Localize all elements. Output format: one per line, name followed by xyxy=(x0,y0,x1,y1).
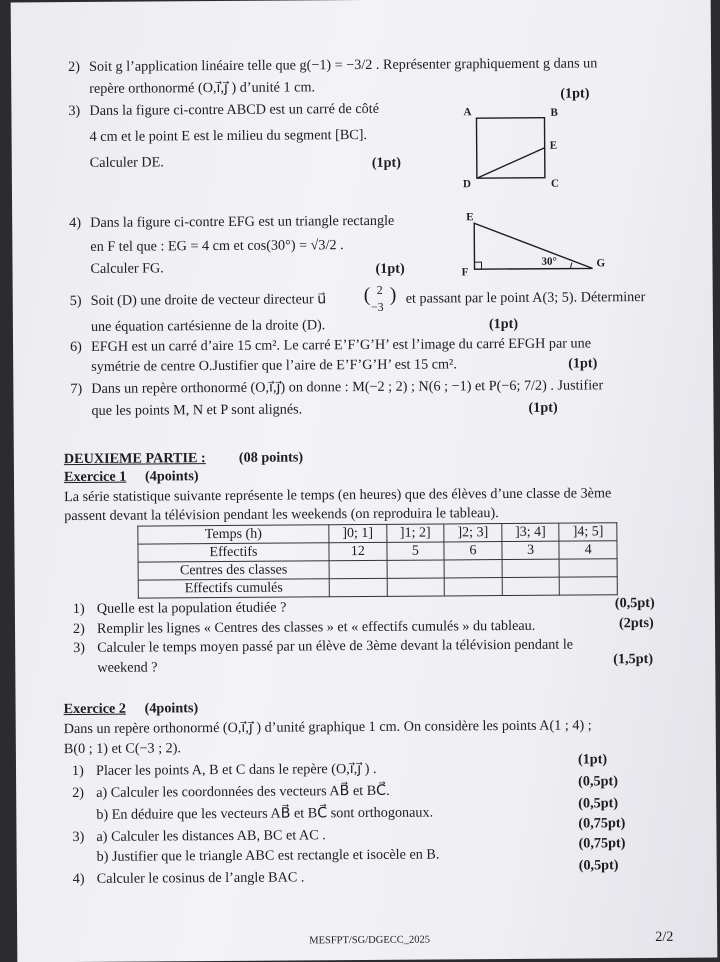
ex2-q1-number: 1) xyxy=(71,762,84,780)
table-cell: ]0; 1] xyxy=(329,524,387,542)
ex2-q2a-points: (0,5pt) xyxy=(578,773,618,790)
table-row xyxy=(138,577,617,598)
q5-vector-top: 2 xyxy=(376,282,383,297)
label-d: D xyxy=(462,178,471,191)
q2-line2: repère orthonormé (O,i⃗,j⃗ ) d’unité 1 cm. xyxy=(89,79,316,97)
q6-points: (1pt) xyxy=(568,355,598,372)
ex1-q2-text: Remplir les lignes « Centres des classes » et « effectifs cumulés » du tableau. xyxy=(96,617,536,637)
q2-points: (1pt) xyxy=(560,85,590,102)
q4-line3: Calculer FG. xyxy=(90,260,164,277)
ex2-q4-number: 4) xyxy=(72,870,85,888)
ex1-q3-points: (1,5pt) xyxy=(613,650,654,668)
label-f: F xyxy=(461,266,469,278)
table-cell xyxy=(560,577,618,595)
label-e: E xyxy=(466,211,474,224)
q5-number: 5) xyxy=(69,292,82,310)
ex1-q3-line2: weekend ? xyxy=(97,659,158,676)
table-cell xyxy=(502,577,560,595)
q5-vector-close-paren: ) xyxy=(389,283,397,306)
ex2-q1-text: Placer les points A, B et C dans le repère (O,i⃗,j⃗ ) . xyxy=(95,760,377,779)
ex1-q1-text: Quelle est la population étudiée ? xyxy=(96,599,287,617)
table-cell: ]2; 3] xyxy=(444,524,502,542)
ex2-q3b-points: (0,75pt) xyxy=(578,835,626,852)
q5-line1b: et passant par le point A(3; 5). Déterminer xyxy=(405,289,646,307)
ex1-q2-points: (2pts) xyxy=(618,614,654,632)
table-cell: 5 xyxy=(387,542,445,560)
table-cell xyxy=(444,578,502,596)
table-cell: Centres des classes xyxy=(138,561,329,580)
ex1-intro-line2: passent devant la télévision pendant les weekends (on reproduira le tableau). xyxy=(64,505,499,525)
q5-points: (1pt) xyxy=(488,315,519,333)
label-c: C xyxy=(550,177,559,190)
table-cell: Effectifs xyxy=(138,543,329,562)
table-cell: 6 xyxy=(444,542,502,560)
q4-number: 4) xyxy=(69,214,82,232)
q4-points: (1pt) xyxy=(375,260,405,277)
exam-page xyxy=(11,0,718,962)
table-cell: Effectifs cumulés xyxy=(138,579,329,598)
q6-number: 6) xyxy=(70,338,82,356)
label-angle: 30° xyxy=(541,255,557,268)
ex2-q2a-text: a) Calculer les coordonnées des vecteurs AB⃗ et BC⃗. xyxy=(96,782,390,801)
q3-points: (1pt) xyxy=(371,154,402,171)
q3-line3: Calculer DE. xyxy=(89,154,164,171)
table-cell: ]3; 4] xyxy=(502,523,560,541)
table-cell: 4 xyxy=(559,541,617,559)
q4-line2: en F tel que : EG = 4 cm et cos(30°) = √3/2 . xyxy=(90,237,344,255)
table-cell xyxy=(502,559,560,577)
ex1-q3-line1: Calculer le temps moyen passé par un élève de 3ème devant la télévision pendant le xyxy=(97,636,574,656)
ex2-intro-line1: Dans un repère orthonormé (O,i⃗,j⃗ ) d’unité graphique 1 cm. On considère les points A(1 ; 4) ; xyxy=(63,717,592,738)
ex1-q3-number: 3) xyxy=(73,639,86,657)
footer-code: MESFPT/SG/DGECC_2025 xyxy=(309,934,431,947)
square-abcd-figure xyxy=(449,101,570,199)
ex2-q2b-text: b) En déduire que les vecteurs AB⃗ et BC⃗ sont orthogonaux. xyxy=(96,804,434,823)
part2-title: DEUXIEME PARTIE : xyxy=(63,450,206,468)
label-b: B xyxy=(550,106,558,119)
table-cell: Temps (h) xyxy=(138,525,329,544)
ex2-q4-points: (0,5pt) xyxy=(578,857,619,874)
statistics-table xyxy=(137,522,617,598)
q6-line2: symétrie de centre O.Justifier que l’aire de E’F’G’H’ est 15 cm². xyxy=(91,356,457,375)
label-g: G xyxy=(596,257,606,270)
table-cell: 3 xyxy=(502,541,560,559)
table-cell: ]4; 5] xyxy=(559,523,617,541)
ex2-q3-number: 3) xyxy=(72,828,85,846)
label-e: E xyxy=(549,139,558,152)
page-number: 2/2 xyxy=(655,928,674,945)
ex2-q1-points: (1pt) xyxy=(577,751,608,768)
table-cell xyxy=(559,559,617,577)
q5-line1a: Soit (D) une droite de vecteur directeur u⃗ xyxy=(90,291,327,309)
ex2-intro-line2: B(0 ; 1) et C(−3 ; 2). xyxy=(63,740,182,758)
ex1-points: (4points) xyxy=(144,468,199,485)
ex1-q1-points: (0,5pt) xyxy=(614,594,655,612)
table-cell xyxy=(444,560,502,578)
ex1-title: Exercice 1 xyxy=(63,468,127,486)
part2-title-points: (08 points) xyxy=(238,449,304,466)
ex2-points: (4points) xyxy=(144,700,199,717)
table-cell xyxy=(329,578,387,596)
ex2-q4-text: Calculer le cosinus de l’angle BAC . xyxy=(96,869,305,887)
q7-points: (1pt) xyxy=(528,399,558,416)
ex2-q3a-points: (0,75pt) xyxy=(578,815,626,832)
q5-vector-bottom: −3 xyxy=(370,299,384,314)
q5-line2: une équation cartésienne de la droite (D). xyxy=(90,317,326,335)
ex1-intro-line1: La série statistique suivante représente le temps (en heures) que des élèves d’une classe de 3ème xyxy=(64,485,612,506)
table-cell xyxy=(387,560,445,578)
q3-line1: Dans la figure ci-contre ABCD est un carré de côté xyxy=(89,100,380,119)
table-cell xyxy=(329,560,387,578)
ex1-q1-number: 1) xyxy=(72,600,85,618)
q3-number: 3) xyxy=(68,102,81,120)
q3-line2: 4 cm et le point E est le milieu du segment [BC]. xyxy=(89,126,368,145)
ex2-q3b-text: b) Justifier que le triangle ABC est rectangle et isocèle en B. xyxy=(96,846,440,865)
label-a: A xyxy=(463,106,472,119)
ex2-q2-number: 2) xyxy=(72,784,85,802)
q7-line2: que les points M, N et P sont alignés. xyxy=(91,401,303,419)
q7-line1: Dans un repère orthonormé (O,i⃗,j⃗) on donne : M(−2 ; 2) ; N(6 ; −1) et P(−6; 7/2) . Justifier xyxy=(91,377,604,397)
table-cell: 12 xyxy=(329,542,387,560)
ex2-title: Exercice 2 xyxy=(63,700,127,718)
table-cell xyxy=(387,578,445,596)
triangle-efg-figure xyxy=(452,208,613,282)
q7-number: 7) xyxy=(70,380,83,398)
ex2-q2b-points: (0,5pt) xyxy=(578,795,619,812)
ex1-q2-number: 2) xyxy=(72,620,85,638)
table-cell: ]1; 2] xyxy=(386,524,444,542)
q2-line1: Soit g l’application linéaire telle que g(−1) = −3/2 . Représenter graphiquement g dans un xyxy=(89,55,598,75)
q4-line1: Dans la figure ci-contre EFG est un triangle rectangle xyxy=(90,212,395,231)
q2-number: 2) xyxy=(68,58,80,76)
q5-vector-open-paren: ( xyxy=(363,283,371,306)
ex2-q3a-text: a) Calculer les distances AB, BC et AC . xyxy=(96,827,326,845)
q6-line1: EFGH est un carré d’aire 15 cm². Le carré E’F’G’H’ est l’image du carré EFGH par une xyxy=(91,335,592,355)
